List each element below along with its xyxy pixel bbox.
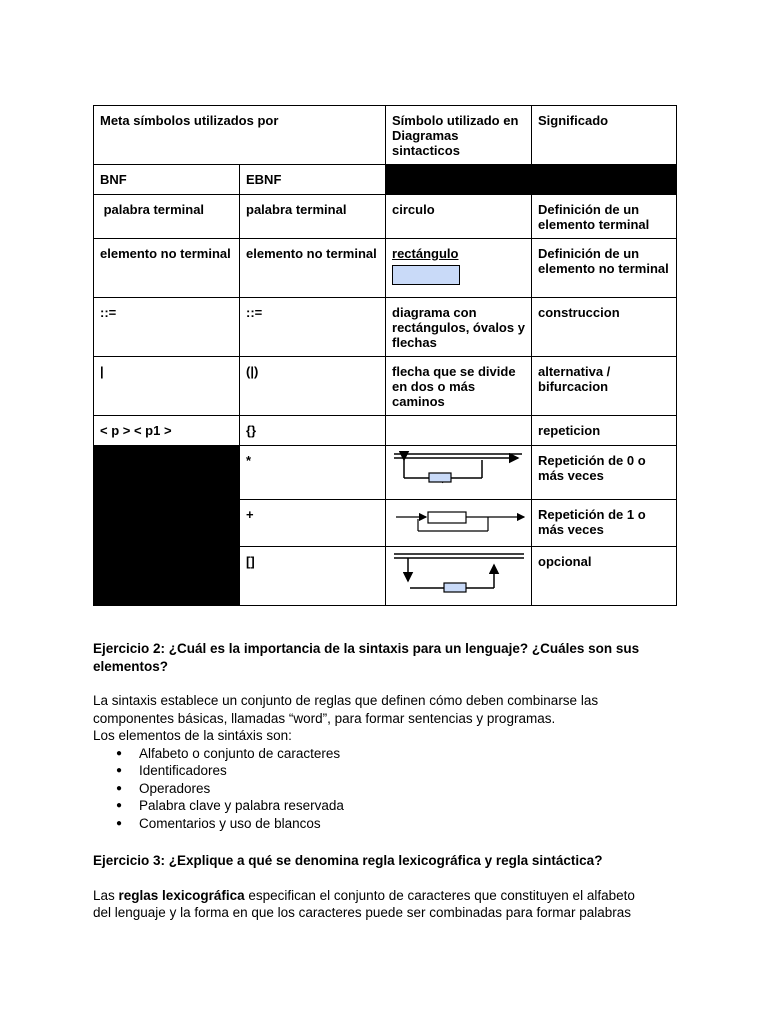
cell-meaning: Definición de un elemento no terminal (532, 239, 677, 298)
cell-symbol: flecha que se divide en dos o más caminos (386, 357, 532, 416)
cell-ebnf: elemento no terminal (240, 239, 386, 298)
rectangle-label: rectángulo (392, 246, 459, 261)
cell-meaning: construccion (532, 298, 677, 357)
black-cell (386, 165, 677, 195)
cell-ebnf: (|) (240, 357, 386, 416)
cell-symbol (386, 239, 532, 298)
exercise-2-question: Ejercicio 2: ¿Cuál es la importancia de la sintaxis para un lenguaje? ¿Cuáles son sus elementos? (93, 641, 640, 674)
cell-meaning: Repetición de 0 o más veces (532, 446, 677, 500)
cell-ebnf: palabra terminal (240, 195, 386, 239)
subheader-bnf: BNF (94, 165, 240, 195)
cell-ebnf: {} (240, 416, 386, 446)
header-meaning: Significado (532, 106, 677, 165)
list-item: ● Alfabeto o conjunto de caracteres (139, 745, 683, 763)
subheader-ebnf: EBNF (240, 165, 386, 195)
list-item: ● Comentarios y uso de blancos (139, 815, 683, 833)
cell-ebnf: + (240, 500, 386, 547)
exercise-3 (93, 852, 683, 922)
cell-bnf: ::= (94, 298, 240, 357)
exercise-2 (93, 640, 683, 832)
list-item: ● Palabra clave y palabra reservada (139, 797, 683, 815)
cell-bnf: elemento no terminal (94, 239, 240, 298)
list-intro: Los elementos de la sintáxis son: (93, 728, 292, 743)
answer-line: La sintaxis establece un conjunto de reglas que definen cómo deben combinarse las (93, 693, 599, 708)
cell-meaning: opcional (532, 547, 677, 606)
header-symbol: Símbolo utilizado en Diagramas sintacticos (386, 106, 532, 165)
cell-meaning: Repetición de 1 o más veces (532, 500, 677, 547)
para-line: del lenguaje y la forma en que los caracteres puede ser combinadas para formar palabras (93, 905, 632, 920)
cell-ebnf: * (240, 446, 386, 500)
list-item: ● Operadores (139, 780, 683, 798)
list-item: ● Identificadores (139, 762, 683, 780)
para-start: Las (93, 887, 119, 903)
metasymbols-table (93, 105, 677, 606)
zero-or-more-diagram (386, 446, 532, 500)
header-meta-symbols: Meta símbolos utilizados por (94, 106, 386, 165)
cell-ebnf: ::= (240, 298, 386, 357)
cell-symbol: diagrama con rectángulos, óvalos y flechas (386, 298, 532, 357)
cell-bnf: | (94, 357, 240, 416)
cell-symbol: circulo (386, 195, 532, 239)
optional-diagram (386, 547, 532, 606)
exercise-3-paragraph (93, 887, 683, 905)
answer-line: componentes básicas, llamadas “word”, para formar sentencias y programas. (93, 710, 556, 726)
cell-meaning: Definición de un elemento terminal (532, 195, 677, 239)
cell-bnf: < p > < p1 > (94, 416, 240, 446)
elements-list (93, 745, 683, 833)
para-bold-term: reglas lexicográfica (118, 887, 245, 903)
para-rest: especifican el conjunto de caracteres que constituyen el alfabeto (244, 887, 635, 903)
cell-meaning: repeticion (532, 416, 677, 446)
cell-bnf: palabra terminal (94, 195, 240, 239)
cell-meaning: alternativa / bifurcacion (532, 357, 677, 416)
cell-ebnf: [] (240, 547, 386, 606)
exercise-3-question: Ejercicio 3: ¿Explique a qué se denomina regla lexicográfica y regla sintáctica? (93, 853, 603, 868)
one-or-more-diagram (386, 500, 532, 547)
black-cell (94, 446, 240, 606)
rectangle-symbol (392, 265, 460, 285)
cell-symbol (386, 416, 532, 446)
